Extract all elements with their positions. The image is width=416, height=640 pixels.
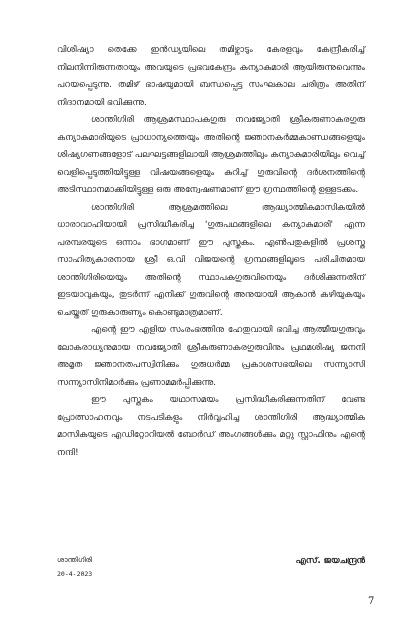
- preface-body: [57, 42, 365, 462]
- paragraph-5: ഈ പുസ്തകം യഥാസമയം പ്രസിദ്ധീകരിക്കുന്നതിന് വേണ്ട പ്രോത്സാഹനവും നടപടികളും നിർവ്വഹിച്ച ശാന്തിഗിരി ആദ്ധ്യാത്മിക മാസികയുടെ എഡിറ്റോറിയൽ ബോർഡ് അംഗങ്ങൾക്കും മറ്റു സ്റ്റാഫിനും എന്റെ നന്ദി!: [57, 395, 365, 458]
- signoff-date: 20-4-2023: [57, 570, 93, 578]
- paragraph-2: ശാന്തിഗിരി ആശ്രമസ്ഥാപകഗുരു നവജ്യോതി ശ്രീകരുണാകരഗുരു കന്യാകുമാരിയുടെ പ്രാധാന്യത്തെയും അതിന്റെ ജ്ഞാനകർമ്മകാണ്ഡങ്ങളെയും ശിഷ്യഗണങ്ങളോട് പലഘട്ടങ്ങളിലായി ആശ്രമത്തിലും കന്യാകുമാരിയിലും വെച്ച് വെളിപ്പെടുത്തിയിട്ടുള്ള വിഷയങ്ങളെയും കുറിച്ച് ഗുരുവിന്റെ ദർശനത്തിന്റെ അടിസ്ഥാനമാക്കിയിട്ടുള്ള ഒരു അന്വേഷണമാണ് ഈ ഗ്രന്ഥത്തിന്റെ ഉള്ളടക്കം.: [57, 115, 365, 195]
- page-number: 7: [368, 596, 375, 607]
- signoff-place: ശാന്തിഗിരി: [57, 556, 92, 564]
- signoff-block: [57, 556, 365, 596]
- paragraph-4: എന്റെ ഈ എളിയ സംരംഭത്തിനു ഹേതുവായി ഭവിച്ച ആത്മീയഗുരുവും ലോകരാധ്യനുമായ നവജ്യോതി ശ്രീകരുണാകരഗുരുവിനും പ്രഥമശിഷ്യ ജനനി അമൃത ജ്ഞാനതപസ്വിനിക്കും ഗുരുധർമ്മ പ്രകാശസഭയിലെ സന്ന്യാസി സന്ന്യാസിനിമാർക്കും പ്രണാമമർപ്പിക്കുന്നു.: [57, 325, 365, 388]
- paragraph-3: ശാന്തിഗിരി ആശ്രമത്തിലെ ആദ്ധ്യാത്മികമാസികയിൽ ധാരാവാഹിയായി പ്രസിദ്ധീകരിച്ച 'ഗുരുപഥങ്ങളിലെ കന്യാകുമാരി' എന്ന പരമ്പരയുടെ ഒന്നാം ഭാഗമാണ് ഈ പുസ്തകം. എൺപതുകളിൽ പ്രശസ്ത സാഹിത്യകാരനായ ശ്രീ ഒ.വി വിജയന്റെ ഗ്രന്ഥങ്ങളിലൂടെ പരിചിതമായ ശാന്തിഗിരിയെയും അതിന്റെ സ്ഥാപകഗുരുവിനെയും ദർശിക്കുന്നതിന് ഇടയാവുകയും, തുടർന്ന് എനിക്ക് ഗുരുവിന്റെ അനുയായി ആകാൻ കഴിയുകയും ചെയ്തത് ഗുരുകാരുണ്യം കൊണ്ടുമാത്രമാണ്.: [57, 202, 365, 318]
- author-name: എസ്. ജയചന്ദ്രൻ: [295, 556, 365, 566]
- paragraph-1: വിശിഷ്യാ തെക്കേ ഇൻഡ്യയിലെ തമിഴ്നാടും കേരളവും കേന്ദ്രീകരിച്ച് നിലനിന്നിരുന്നതായും അവയുടെ പ്രഭവകേന്ദ്രം കന്യാകുമാരി ആയിരുന്നുവെന്നും പറയപ്പെടുന്നു. തമിഴ് ഭാഷയുമായി ബന്ധപ്പെട്ട സംഘകാല ചരിത്രം അതിന് നിദാനമായി ഭവിക്കുന്നു.: [57, 45, 365, 108]
